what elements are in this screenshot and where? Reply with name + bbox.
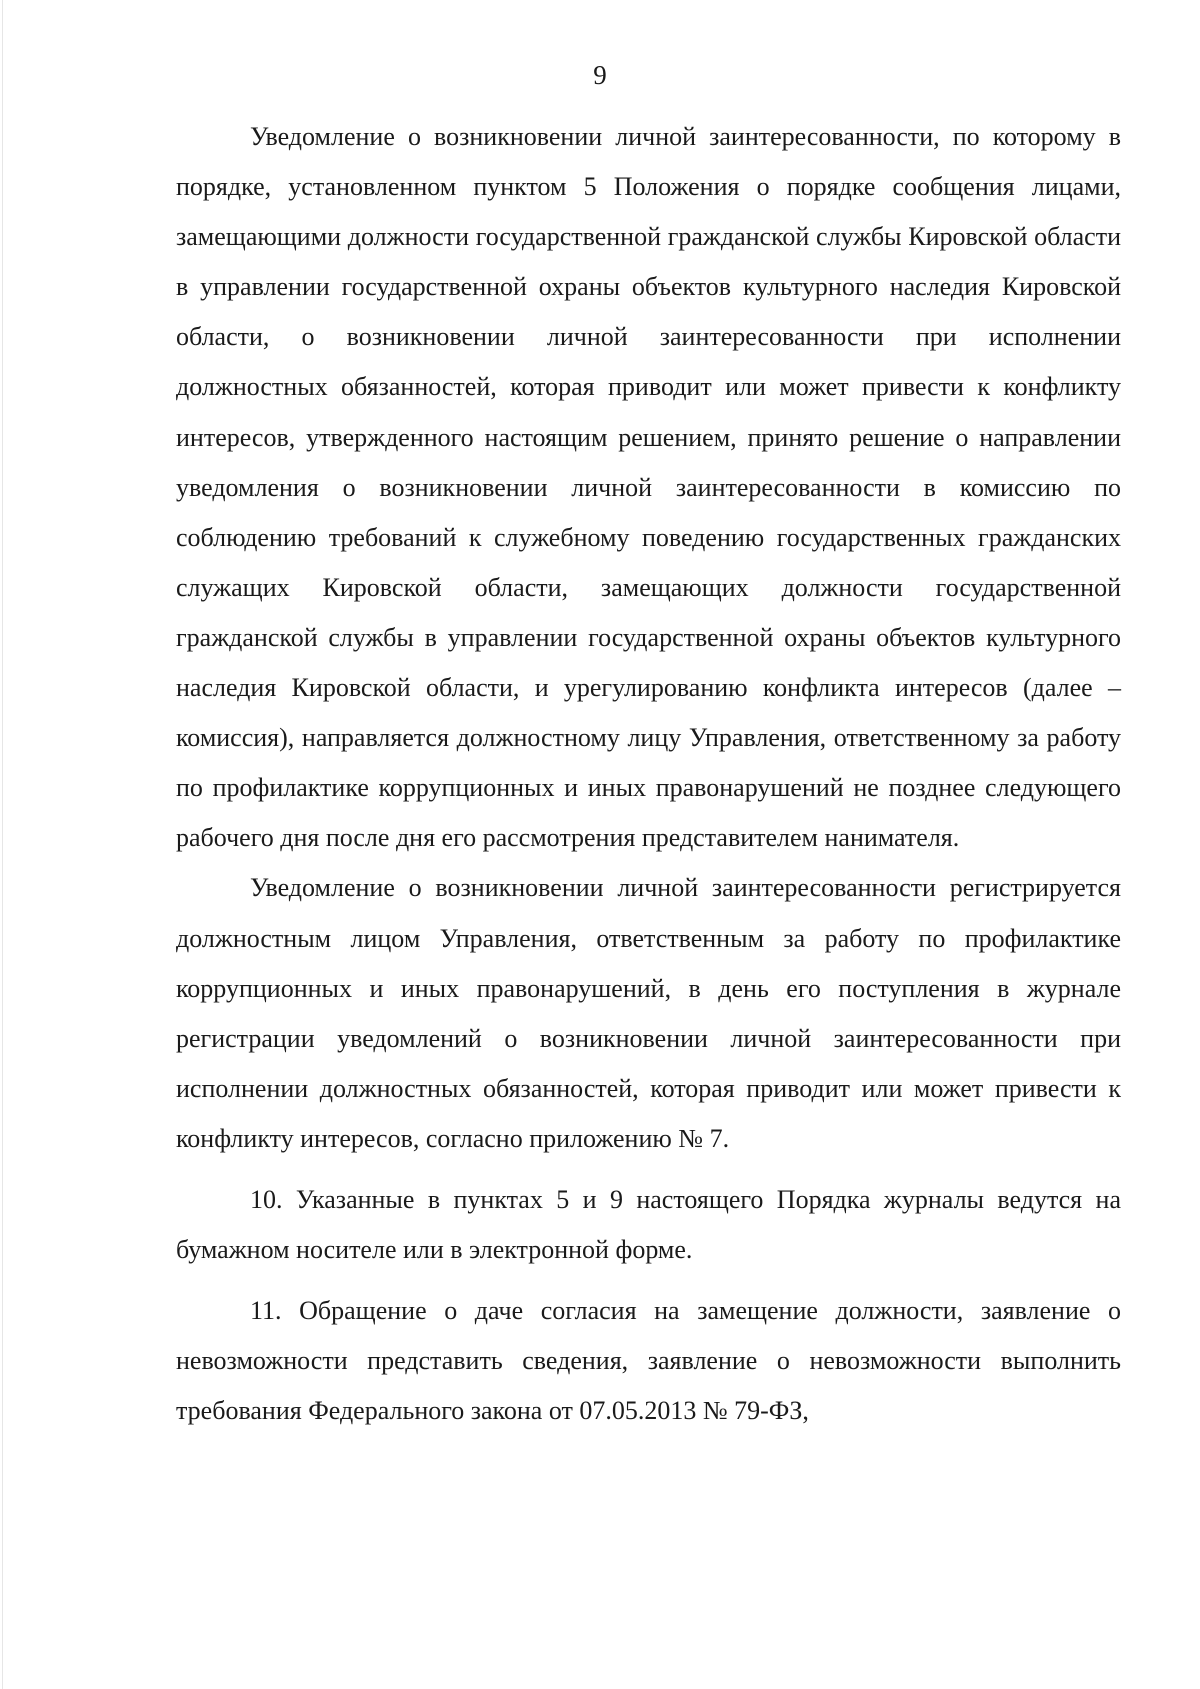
page-number: 9 (593, 60, 607, 90)
document-body (176, 112, 1121, 1436)
paragraph-item-11: 11. Обращение о даче согласия на замещение должности, заявление о невозможности представить сведения, заявление о невозможности выполнить требования Федерального закона от 07.05.2013 № 79-ФЗ, (176, 1296, 1121, 1426)
paragraph-notification-referral: Уведомление о возникновении личной заинтересованности, по которому в порядке, установленном пунктом 5 Положения о порядке сообщения лицами, замещающими должности государственной гражданской службы Кировской области в управлении государственной охраны объектов культурного наследия Кировской области, о возникновении личной заинтересованности при исполнении должностных обязанностей, которая приводит или может привести к конфликту интересов, утвержденного настоящим решением, принято решение о направлении уведомления о возникновении личной заинтересованности в комиссию по соблюдению требований к служебному поведению государственных гражданских служащих Кировской области, замещающих должности государственной гражданской службы в управлении государственной охраны объектов культурного наследия Кировской области, и урегулированию конфликта интересов (далее – комиссия), направляется должностному лицу Управления, ответственному за работу по профилактике коррупционных и иных правонарушений не позднее следующего рабочего дня после дня его рассмотрения представителем нанимателя. (176, 122, 1121, 853)
paragraph-notification-registration: Уведомление о возникновении личной заинтересованности регистрируется должностным лицом Управления, ответственным за работу по профилактике коррупционных и иных правонарушений, в день его поступления в журнале регистрации уведомлений о возникновении личной заинтересованности при исполнении должностных обязанностей, которая приводит или может привести к конфликту интересов, согласно приложению № 7. (176, 873, 1121, 1153)
scan-edge (2, 0, 3, 1689)
paragraph-item-10: 10. Указанные в пунктах 5 и 9 настоящего Порядка журналы ведутся на бумажном носителе или в электронной форме. (176, 1184, 1121, 1265)
